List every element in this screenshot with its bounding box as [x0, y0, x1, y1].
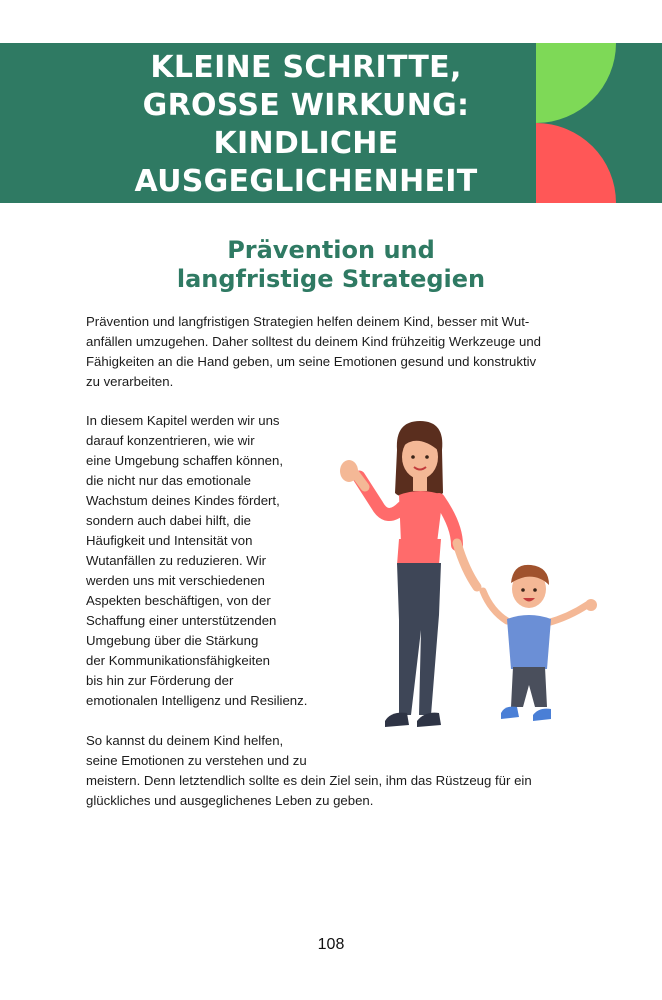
mother-eye: [411, 455, 415, 459]
banner-title-line: KINDLICHE: [213, 126, 399, 161]
mother-and-child-walking-icon: [325, 415, 605, 740]
green-quarter-shape: [536, 43, 616, 123]
banner-title: [115, 49, 497, 201]
child-shoe: [501, 707, 519, 719]
mother-shoe: [385, 713, 409, 727]
text-line: Schaffung einer unterstützenden: [86, 613, 277, 628]
text-line: Häufigkeit und Intensität von: [86, 533, 253, 548]
text-line: So kannst du deinem Kind helfen,: [86, 733, 284, 748]
text-line: seine Emotionen zu verstehen und zu: [86, 753, 307, 768]
text-line: bis hin zur Förderung der: [86, 673, 234, 688]
text-line: werden uns mit verschiedenen: [86, 573, 265, 588]
text-line: zu verarbeiten.: [86, 374, 174, 389]
banner-title-line: AUSGEGLICHENHEIT: [134, 164, 478, 199]
child-eye: [533, 588, 537, 592]
child-shoe: [533, 709, 551, 721]
text-line: Fähigkeiten an die Hand geben, um seine Emotionen gesund und konstruktiv: [86, 354, 537, 369]
paragraph-conclusion: [86, 731, 586, 811]
text-line: der Kommunikationsfähigkeiten: [86, 653, 270, 668]
child-raised-arm: [547, 605, 587, 623]
text-line: In diesem Kapitel werden wir uns: [86, 413, 280, 428]
banner-title-line: KLEINE SCHRITTE,: [150, 50, 462, 85]
mother-waving-hand: [340, 460, 358, 482]
text-line: Aspekten beschäftigen, von der: [86, 593, 271, 608]
text-line: eine Umgebung schaffen können,: [86, 453, 283, 468]
child-arm-holding: [483, 591, 507, 621]
mother-lower-arm: [457, 543, 477, 587]
mother-top-hem: [397, 539, 441, 565]
child-shirt: [507, 615, 551, 669]
text-line: meistern. Denn letztendlich sollte es dein Ziel sein, ihm das Rüstzeug für ein: [86, 773, 532, 788]
red-quarter-shape: [536, 123, 616, 203]
child-eye: [521, 588, 525, 592]
mother-lower-sleeve: [439, 499, 457, 545]
mother-top: [399, 491, 443, 546]
text-line: Wachstum deines Kindes fördert,: [86, 493, 280, 508]
paragraph-chapter-focus: [86, 411, 346, 711]
section-heading: [80, 236, 582, 294]
mother-trousers: [397, 563, 441, 715]
text-line: glückliches und ausgeglichenes Leben zu geben.: [86, 793, 374, 808]
decorative-shapes-icon: [536, 43, 662, 203]
mother-eye: [425, 455, 429, 459]
text-line: die nicht nur das emotionale: [86, 473, 251, 488]
child-hand: [585, 599, 597, 611]
text-line: darauf konzentrieren, wie wir: [86, 433, 255, 448]
section-heading-line: Prävention und: [227, 236, 435, 264]
text-line: Prävention und langfristigen Strategien helfen deinem Kind, besser mit Wut-: [86, 314, 530, 329]
text-line: sondern auch dabei hilft, die: [86, 513, 251, 528]
paragraph-intro: [86, 312, 586, 392]
text-line: Umgebung über die Stärkung: [86, 633, 259, 648]
text-line: Wutanfällen zu reduzieren. Wir: [86, 553, 267, 568]
title-banner: [0, 43, 662, 203]
section-heading-line: langfristige Strategien: [176, 265, 486, 293]
text-line: anfällen umzugehen. Daher solltest du deinem Kind frühzeitig Werkzeuge und: [86, 334, 542, 349]
text-line: emotionalen Intelligenz und Resilienz.: [86, 693, 308, 708]
child-trousers: [511, 667, 547, 707]
banner-title-line: GROSSE WIRKUNG:: [142, 88, 470, 123]
page-number: 108: [317, 936, 345, 953]
